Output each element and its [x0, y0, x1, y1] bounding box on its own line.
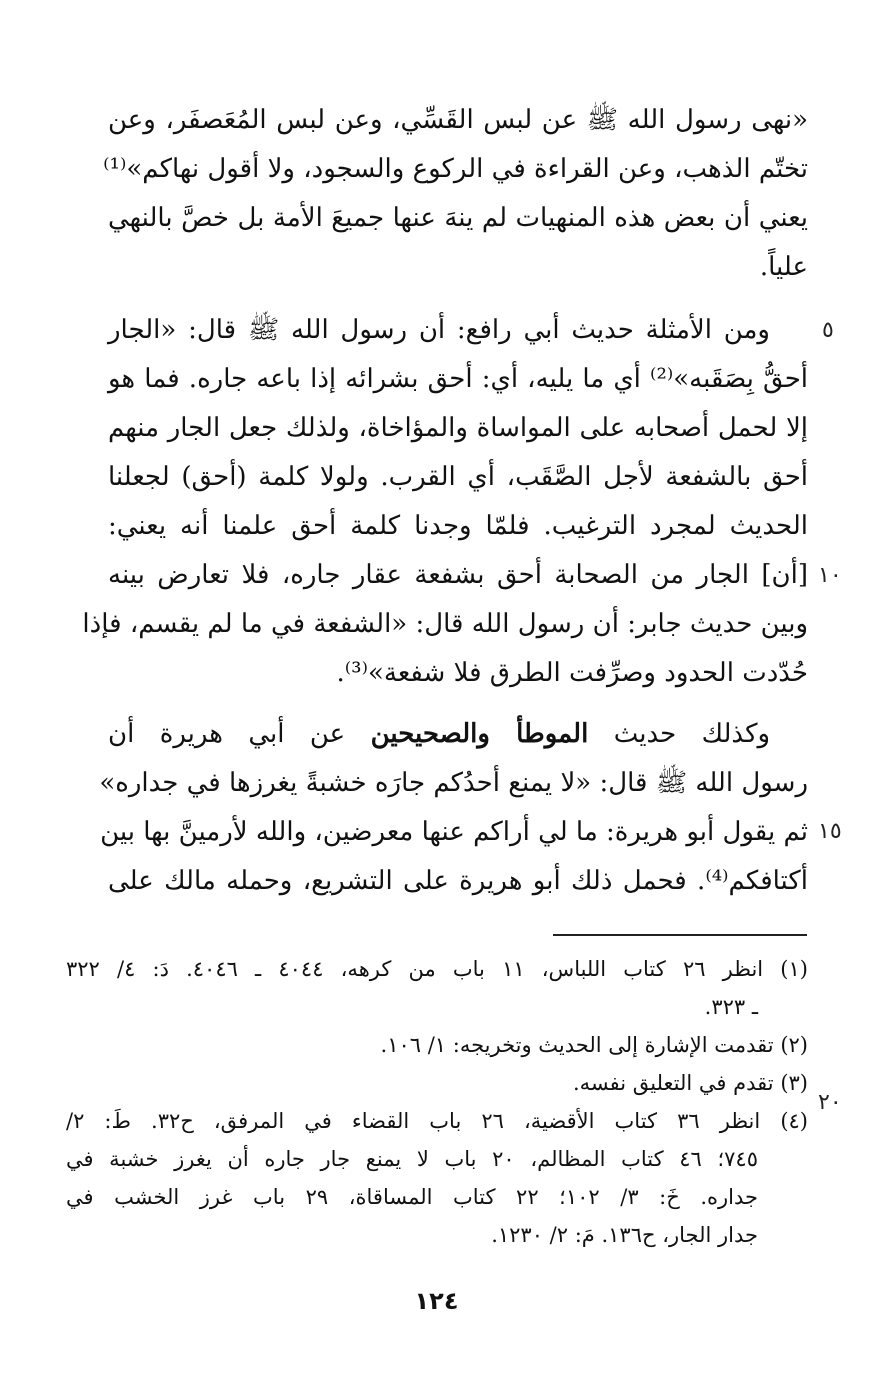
footnote-line: ٧٤٥؛ ٤٦ كتاب المظالم، ٢٠ باب لا يمنع جار جاره أن يغرز خشبة في — [66, 1147, 758, 1171]
line-marker-10: ١٠ — [818, 563, 842, 588]
footnote-separator — [553, 934, 807, 936]
text-run: عن أبي هريرة أن — [108, 719, 346, 749]
paragraph-3 — [99, 710, 808, 906]
footnote-1 — [66, 950, 808, 1026]
text-line: الحديث لمجرد الترغيب. فلمّا وجدنا كلمة أحق علمنا أنه يعني: — [108, 511, 808, 541]
text-line: أكتافكم⁽⁴⁾. فحمل ذلك أبو هريرة على التشريع، وحمله مالك على — [108, 866, 808, 896]
footnote-line: (٢) تقدمت الإشارة إلى الحديث وتخريجه: ١/ ١٠٦. — [380, 1033, 808, 1057]
paragraph-2 — [82, 306, 809, 698]
footnotes — [66, 950, 808, 1254]
text-run: وكذلك حديث — [613, 719, 771, 749]
line-marker-20: ٢٠ — [818, 1090, 842, 1115]
paragraph-1 — [103, 96, 808, 292]
line-marker-15: ١٥ — [818, 819, 842, 844]
text-line: أحقُّ بِصَقَبه»⁽²⁾ أي ما يليه، أي: أحق بشرائه إذا باعه جاره. فما هو — [108, 364, 809, 394]
text-line: إلا لحمل أصحابه على المواساة والمؤاخاة، ولذلك جعل الجار منهم — [108, 413, 808, 443]
text-line: علياً. — [759, 252, 808, 282]
footnote-line: (١) انظر ٢٦ كتاب اللباس، ١١ باب من كرهه، ٤٠٤٤ ـ ٤٠٤٦. دَ: ٤/ ٣٢٢ — [66, 957, 808, 981]
footnote-4 — [66, 1102, 808, 1254]
footnote-line: جداره. خَ: ٣/ ١٠٢؛ ٢٢ كتاب المساقاة، ٢٩ باب غرز الخشب في — [66, 1185, 758, 1209]
footnote-line: (٤) انظر ٣٦ كتاب الأقضية، ٢٦ باب القضاء في المرفق، ح٣٢. طَ: ٢/ — [66, 1109, 808, 1133]
text-line: ثم يقول أبو هريرة: ما لي أراكم عنها معرضين، والله لأرمينَّ بها بين — [100, 817, 808, 847]
text-line: يعني أن بعض هذه المنهيات لم ينهَ عنها جميعَ الأمة بل خصَّ بالنهي — [108, 203, 808, 233]
line-marker-5: ٥ — [822, 318, 834, 343]
text-line: أحق بالشفعة لأجل الصَّقَب، أي القرب. ولولا كلمة (أحق) لجعلنا — [108, 462, 808, 492]
text-line: «نهى رسول الله ﷺ عن لبس القَسِّي، وعن لبس المُعَصفَر، وعن — [108, 105, 808, 135]
footnote-line: جدار الجار، ح١٣٦. مَ: ٢/ ١٢٣٠. — [491, 1223, 758, 1247]
text-line: حُدّدت الحدود وصرِّفت الطرق فلا شفعة»⁽³⁾. — [336, 658, 808, 688]
footnote-line: ـ ٣٢٣. — [704, 995, 758, 1019]
text-line: ومن الأمثلة حديث أبي رافع: أن رسول الله ﷺ قال: «الجار — [108, 315, 770, 345]
text-line: [أن] الجار من الصحابة أحق بشفعة عقار جاره، فلا تعارض بينه — [108, 560, 808, 590]
text-line: تختّم الذهب، وعن القراءة في الركوع والسجود، ولا أقول نهاكم»⁽¹⁾ — [103, 154, 808, 184]
footnote-line: (٣) تقدم في التعليق نفسه. — [572, 1071, 808, 1095]
footnote-2 — [66, 1026, 808, 1064]
page-number: ١٢٤ — [414, 1287, 459, 1315]
bold-book-titles: الموطأ والصحيحين — [370, 719, 589, 749]
text-line: رسول الله ﷺ قال: «لا يمنع أحدُكم جارَه خشبةً يغرزها في جداره» — [99, 768, 808, 798]
text-line: وبين حديث جابر: أن رسول الله قال: «الشفعة في ما لم يقسم، فإذا — [82, 609, 808, 639]
text-line — [108, 710, 808, 759]
footnote-3 — [66, 1064, 808, 1102]
